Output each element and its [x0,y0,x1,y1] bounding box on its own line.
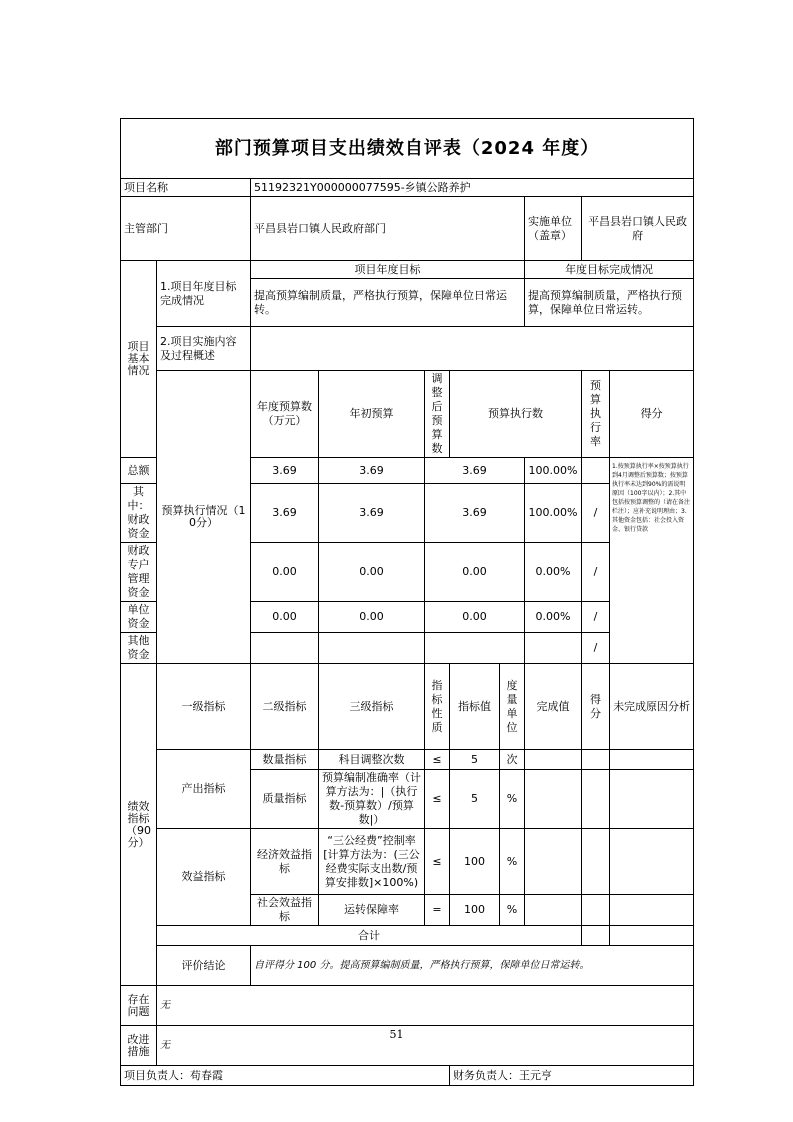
perf-row-completed [525,895,582,926]
total-score [582,926,610,946]
budget-row-label: 其中：财政资金 [121,484,157,543]
budget-row-label: 财政专户管理资金 [121,543,157,602]
budget-row-label: 总额 [121,458,157,484]
budget-reason-note: 1.按预算执行率×按预算执行到4月调整后预算数；按预算执行率未达到90%的需说明原因（100字以内）；2.其中包括按预算调整的（请在备注栏注）；应补充说明理由；3.其他资金包括：社会投入资金、银行贷款 [610,458,694,664]
evaluation-text: 自评得分 100 分。提高预算编制质量，严格执行预算，保障单位日常运转。 [251,946,694,986]
budget-row-rate: 0.00% [525,602,582,633]
output-indicator-label: 产出指标 [157,750,251,829]
performance-section-label: 绩效指标（90分） [121,664,157,986]
budget-row-rate [525,633,582,664]
benefit-indicator-label: 效益指标 [157,829,251,926]
perf-row-score [582,750,610,770]
goal-text: 提高预算编制质量，严格执行预算，保障单位日常运转。 [251,279,525,327]
perf-row-reason [610,895,694,926]
perf-row-level2: 社会效益指标 [251,895,319,926]
budget-row-initial: 3.69 [251,458,319,484]
completion-text: 提高预算编制质量，严格执行预算，保障单位日常运转。 [525,279,694,327]
budget-row-initial: 0.00 [251,602,319,633]
project-name-label: 项目名称 [121,179,251,197]
perf-header-unit: 度量单位 [500,664,525,750]
budget-header-initial: 年初预算 [319,371,425,458]
budget-row-executed: 3.69 [425,484,525,543]
budget-row-initial: 0.00 [251,543,319,602]
page-title: 部门预算项目支出绩效自评表（2024 年度） [121,119,694,179]
page-number: 51 [389,1028,404,1041]
performance-self-evaluation-table [120,118,694,1086]
perf-row-completed [525,770,582,829]
budget-row-adjusted: 3.69 [319,484,425,543]
budget-row-rate: 100.00% [525,484,582,543]
perf-row-level3: “三公经费”控制率[计算方法为：(三公经费实际支出数/预算安排数]×100%) [319,829,425,895]
project-name-value: 51192321Y000000077595-乡镇公路养护 [251,179,694,197]
perf-row-value: 100 [450,895,500,926]
total-reason [610,926,694,946]
perf-row-reason [610,750,694,770]
budget-row-score: / [582,484,610,543]
budget-row-rate: 100.00% [525,458,582,484]
impl-unit-value: 平昌县岩口镇人民政府 [582,197,694,261]
perf-row-level2: 质量指标 [251,770,319,829]
perf-header-nature: 指标性质 [425,664,450,750]
budget-section-label: 预算执行情况（10分） [157,371,251,664]
process-label: 2.项目实施内容及过程概述 [157,327,251,371]
goal-label: 1.项目年度目标完成情况 [157,261,251,327]
budget-row-adjusted: 0.00 [319,602,425,633]
perf-row-score [582,770,610,829]
perf-header-completed: 完成值 [525,664,582,750]
perf-row-value: 100 [450,829,500,895]
budget-row-score [582,458,610,484]
perf-row-nature: ≤ [425,750,450,770]
budget-header-adjusted: 调整后预算数 [425,371,450,458]
budget-row-executed: 0.00 [425,602,525,633]
budget-row-executed: 0.00 [425,543,525,602]
perf-row-nature: ≤ [425,829,450,895]
budget-row-score: / [582,633,610,664]
measures-label: 改进措施 [121,1026,157,1066]
budget-row-adjusted [319,633,425,664]
perf-header-level2: 二级指标 [251,664,319,750]
perf-row-unit: % [500,770,525,829]
budget-header-rate: 预算执行率 [582,371,610,458]
budget-row-rate: 0.00% [525,543,582,602]
budget-row-initial [251,633,319,664]
budget-row-score: / [582,602,610,633]
budget-row-label: 单位资金 [121,602,157,633]
dept-label: 主管部门 [121,197,251,261]
perf-row-value: 5 [450,770,500,829]
impl-unit-label: 实施单位（盖章） [525,197,582,261]
budget-header-executed: 预算执行数 [450,371,582,458]
evaluation-label: 评价结论 [157,946,251,986]
perf-row-level2: 经济效益指标 [251,829,319,895]
perf-row-level3: 科目调整次数 [319,750,425,770]
goal-header: 项目年度目标 [251,261,525,279]
completion-header: 年度目标完成情况 [525,261,694,279]
issues-text: 无 [157,986,694,1026]
perf-row-nature: = [425,895,450,926]
budget-header-score: 得分 [610,371,694,458]
perf-row-unit: % [500,829,525,895]
budget-row-executed [425,633,525,664]
perf-row-level3: 运转保障率 [319,895,425,926]
budget-row-label: 其他资金 [121,633,157,664]
perf-row-score [582,895,610,926]
perf-row-reason [610,829,694,895]
perf-row-unit: % [500,895,525,926]
process-text [251,327,694,371]
perf-header-reason: 未完成原因分析 [610,664,694,750]
perf-header-score: 得分 [582,664,610,750]
dept-value: 平昌县岩口镇人民政府部门 [251,197,525,261]
perf-row-reason [610,770,694,829]
perf-row-value: 5 [450,750,500,770]
measures-text: 无 [157,1026,694,1066]
perf-row-level2: 数量指标 [251,750,319,770]
perf-row-nature: ≤ [425,770,450,829]
perf-row-completed [525,829,582,895]
budget-row-adjusted: 3.69 [319,458,425,484]
budget-row-executed: 3.69 [425,458,525,484]
budget-header-item: 年度预算数（万元） [251,371,319,458]
project-lead: 项目负责人：苟春霞 [121,1066,450,1086]
perf-row-completed [525,750,582,770]
perf-header-level3: 三级指标 [319,664,425,750]
perf-row-unit: 次 [500,750,525,770]
perf-header-level1: 一级指标 [157,664,251,750]
perf-row-level3: 预算编制准确率（计算方法为：|（执行数-预算数）/预算数|） [319,770,425,829]
total-label: 合计 [157,926,582,946]
issues-label: 存在问题 [121,986,157,1026]
perf-header-value: 指标值 [450,664,500,750]
budget-row-initial: 3.69 [251,484,319,543]
budget-row-adjusted: 0.00 [319,543,425,602]
budget-row-score: / [582,543,610,602]
finance-lead: 财务负责人：王元亨 [450,1066,694,1086]
basic-section-label: 项目基本情况 [121,261,157,458]
perf-row-score [582,829,610,895]
